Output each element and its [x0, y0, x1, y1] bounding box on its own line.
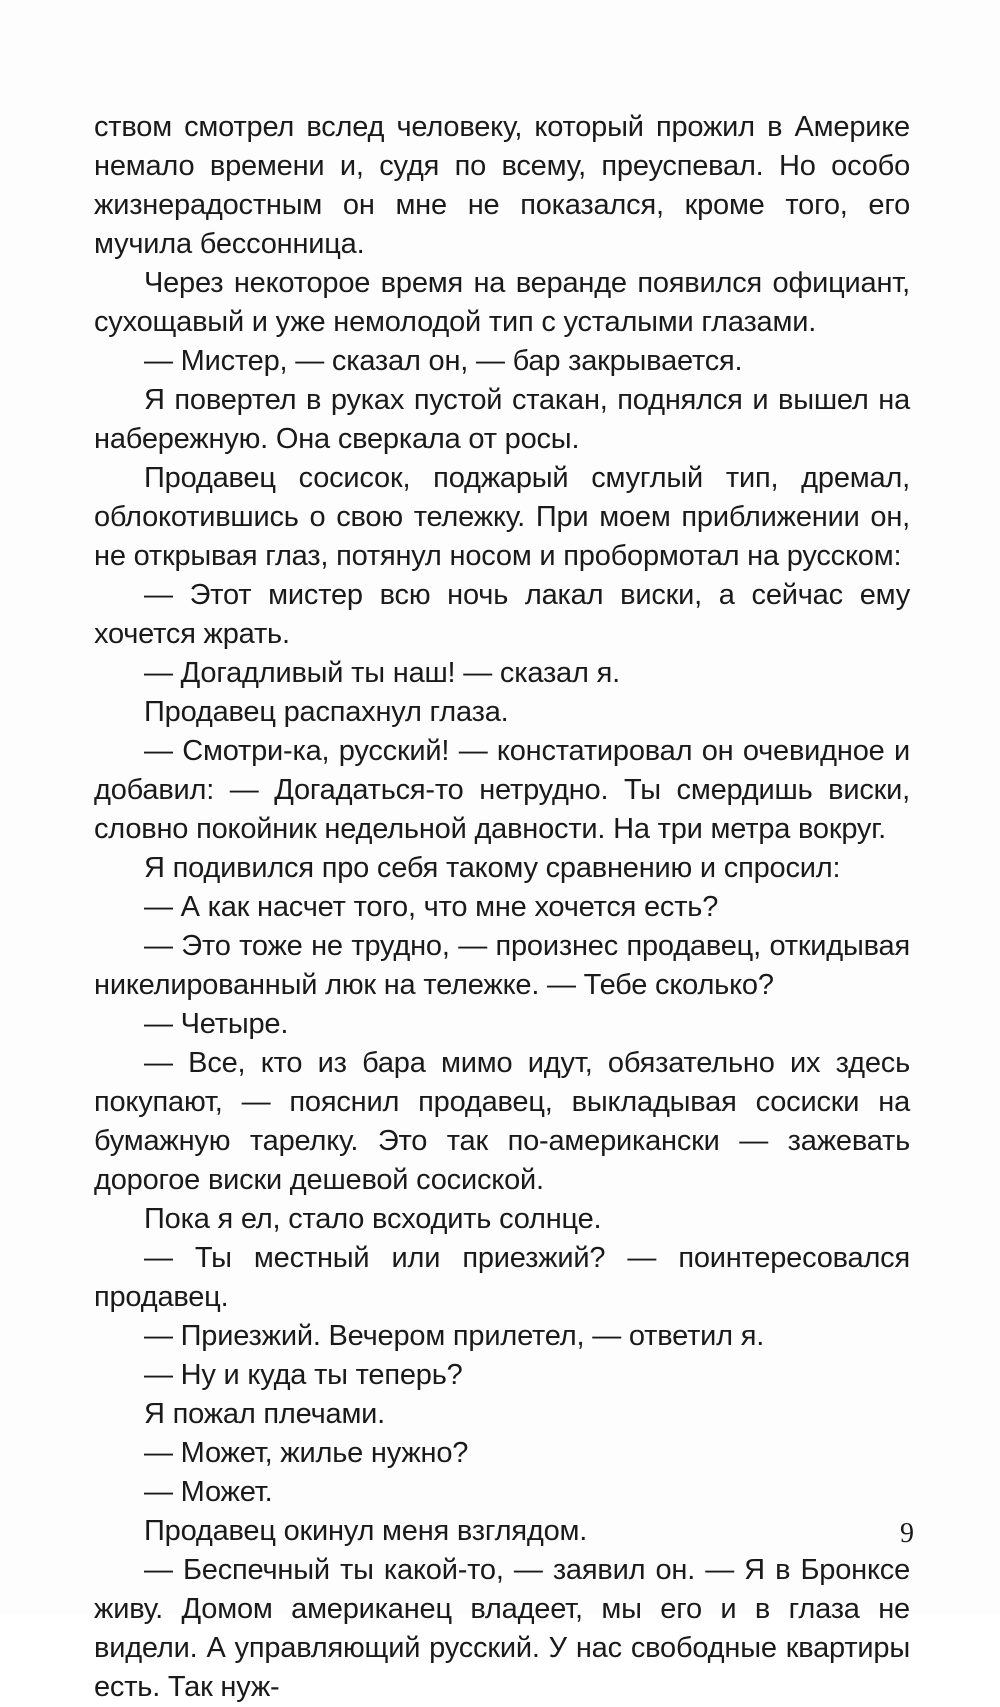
paragraph: Я повертел в руках пустой стакан, поднялся и вышел на набережную. Она сверкала от росы. — [94, 384, 910, 455]
paragraph: — Это тоже не трудно, — произнес продавец, откидывая никелированный люк на тележке. — Тебе сколько? — [94, 930, 910, 1001]
paragraph: — Догадливый ты наш! — сказал я. — [144, 657, 620, 689]
paragraph: — Ты местный или приезжий? — поинтересовался продавец. — [94, 1242, 910, 1313]
paragraph: Продавец сосисок, поджарый смуглый тип, дремал, облокотившись о свою тележку. При моем приближении он, не открывая глаз, потянул носом и пробормотал на русском: — [94, 462, 910, 572]
paragraph: — Мистер, — сказал он, — бар закрывается. — [144, 345, 743, 377]
paragraph: — Может, жилье нужно? — [144, 1437, 469, 1469]
paragraph: Я пожал плечами. — [144, 1398, 386, 1430]
paragraph: — Беспечный ты какой-то, — заявил он. — Я в Бронксе живу. Домом американец владеет, мы его и в глаза не видели. А управляющий русский. У нас свободные квартиры есть. Так нуж- — [94, 1554, 910, 1703]
paragraph: Через некоторое время на веранде появился официант, сухощавый и уже немолодой тип с усталыми глазами. — [94, 267, 910, 338]
paragraph: ством смотрел вслед человеку, который прожил в Америке немало времени и, судя по всему, преуспевал. Но особо жизнерадостным он мне не показался, кроме того, его мучила бессонница. — [94, 111, 910, 260]
paragraph: — Приезжий. Вечером прилетел, — ответил я. — [144, 1320, 765, 1352]
paragraph: Я подивился про себя такому сравнению и спросил: — [144, 852, 841, 884]
paragraph: — Все, кто из бара мимо идут, обязательно их здесь покупают, — пояснил продавец, выкладывая сосиски на бумажную тарелку. Это так по-американски — зажевать дорогое виски дешевой сосиской. — [94, 1047, 910, 1196]
paragraph: — Четыре. — [144, 1008, 289, 1040]
paragraph: Пока я ел, стало всходить солнце. — [144, 1203, 602, 1235]
paragraph: — А как насчет того, что мне хочется есть? — [144, 891, 719, 923]
paragraph: — Смотри-ка, русский! — констатировал он очевидное и добавил: — Догадаться-то нетрудно. Ты смердишь виски, словно покойник недельной давности. На три метра вокруг. — [94, 735, 910, 845]
paragraph: — Может. — [144, 1476, 273, 1508]
paragraph: — Ну и куда ты теперь? — [144, 1359, 463, 1391]
paragraph: Продавец окинул меня взглядом. — [144, 1515, 588, 1547]
page-number: 9 — [900, 1518, 914, 1549]
body-text — [94, 108, 910, 1707]
paragraph: — Этот мистер всю ночь лакал виски, а сейчас ему хочется жрать. — [94, 579, 910, 650]
paragraph: Продавец распахнул глаза. — [144, 696, 509, 728]
